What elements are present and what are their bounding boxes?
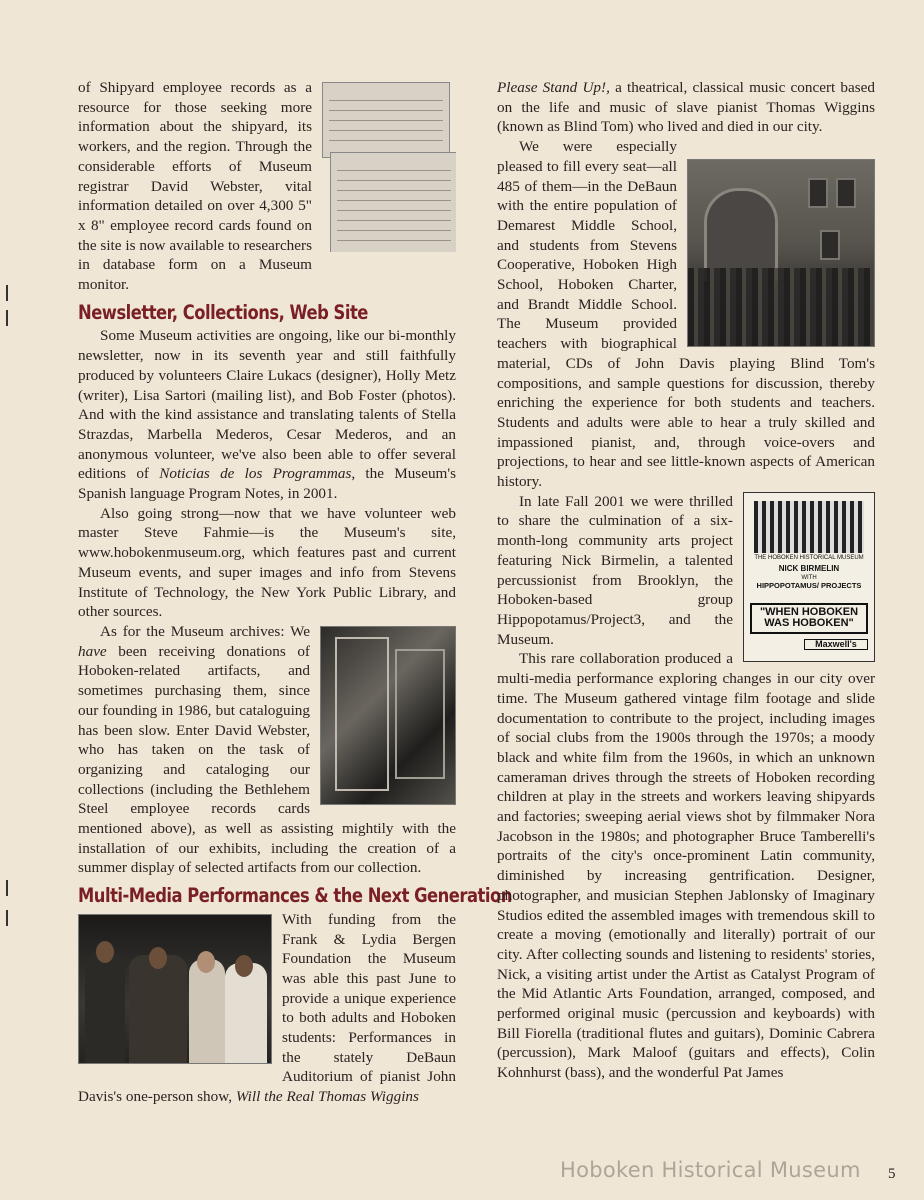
- poster-title: "WHEN HOBOKEN WAS HOBOKEN": [750, 603, 868, 634]
- poster-with: WITH: [801, 574, 817, 581]
- paragraph-shipyard-records: of Shipyard employee records as a resource for those seeking more information about the shipyard, its workers, and the region. Through the considerable efforts of Museum registrar David Webster, vital information detailed on over 4,300 5" x 8" employee record cards found on the site is now available to researchers in database form on a Museum monitor.: [78, 79, 312, 294]
- paragraph-newsletter: Some Museum activities are ongoing, like our bi-monthly newsletter, now in its seventh year and still faithfully produced by volunteers Claire Lukacs (designer), Holly Metz (writer), Lisa Sartori (mailing list), and Bob Foster (photos). And with the kind assistance and translating talents of Stella Strazdas, Marbella Mederos, Cesar Mederos, and an anonymous volunteer, we've also been able to offer several editions of Noticias de los Programmas, the Museum's Spanish language Program Notes, in 2001.: [78, 327, 456, 503]
- heading-newsletter: Newsletter, Collections, Web Site: [78, 300, 368, 324]
- margin-mark: [6, 910, 8, 926]
- right-column: [497, 78, 875, 1083]
- poster-org: THE HOBOKEN HISTORICAL MUSEUM: [754, 554, 864, 561]
- paragraph-funding: With funding from the Frank & Lydia Bergen Foundation the Museum was able this past June to provide a unique experience to both adults and Hoboken students: Performances in the stately DeBaun Auditorium of pianist John Davis's one-person show, Will the Real Thomas Wiggins: [78, 910, 456, 1106]
- when-hoboken-was-hoboken-poster: [743, 492, 875, 662]
- heading-multimedia: Multi-Media Performances & the Next Generation: [78, 884, 512, 908]
- poster-group: HIPPOPOTAMUS/ PROJECTS: [756, 580, 862, 590]
- watermark: Hoboken Historical Museum: [560, 1158, 861, 1182]
- paragraph-web-site: Also going strong—now that we have volunteer web master Steve Fahmie—is the Museum's site, www.hobokenmuseum.org, which features past and current Museum events, and super images and info from Stevens Institute of Technology, the New York Public Library, and other sources.: [78, 504, 456, 621]
- debaun-auditorium-photo: [687, 159, 875, 347]
- employee-record-cards-photo: [322, 82, 456, 252]
- page-number: 5: [888, 1166, 896, 1182]
- poster-venue: Maxwell's: [804, 639, 868, 650]
- paragraph-archives: As for the Museum archives: We have been receiving donations of Hoboken-related artifacts, and sometimes purchasing them, since our founding in 1986, but cataloguing has been slow. Enter David Webster, who has taken on the task of organizing and cataloging our collections (including the Bethlehem Steel employee records cards mentioned above), as well as assisting mightily with the installation of our exhibits, including the creation of a summer display of selected artifacts from our collection.: [78, 622, 456, 877]
- performers-group-photo: [78, 914, 272, 1064]
- paragraph-students-intro: We were especially pleased to fill every seat—all 485 of them—in the DeBaun with the entire population of Demarest Middle School, and students from Stevens Cooperative, Hoboken High School, Hoboken Charter, and Brandt Middle School. The Museum provided teachers with biographical material, CDs of John Davis playing Blind Tom's compositions, and sample questions for discussion, thereby enriching the experience for both students and teachers. Students and adults were able to hear a truly skilled and impassioned pianist, and, through voice-overs and projections, to hear and see little-known aspects of American history.: [497, 138, 875, 491]
- margin-mark: [6, 880, 8, 896]
- margin-mark: [6, 310, 8, 326]
- margin-mark: [6, 285, 8, 301]
- paragraph-late-fall: In late Fall 2001 we were thrilled to share the culmination of a six-month-long community arts project featuring Nick Birmelin, a talented percussionist from Brooklyn, the Hoboken-based group Hippopotamus/Project3, and the Museum.: [497, 492, 733, 648]
- paragraph-collaboration: This rare collaboration produced a multi-media performance exploring changes in our city over time. The Museum gathered vintage film footage and slide documentation to contribute to the project, including images of social clubs from the 1900s through the 1970s; a moody black and white film from the 1960s, in which an unknown cameraman drives through the streets of Hoboken recording children at play in the streets and workers leaving shipyards and factories; sweeping aerial views shot by filmmaker Nora Jacobson in the 1980s; and photographer Bruce Tamberelli's portraits of the city's once-prominent Latin community, diminished by increasing gentrification. Designer, photographer, and musician Stephen Jablonsky of Imaginary Studios edited the assembled images with tremendous skill to create a moving (emotionally and literally) portrait of our city. After collecting sounds and listening to residents' stories, Nick, a visiting artist under the Artist as Catalyst Program of the Mid Atlantic Arts Foundation, arranged, composed, and performed original music (percussion and keyboards) with Bill Fiorella (traditional flutes and guitars), Dominic Cabrera (percussion), Mark Maloof (guitars and effects), Colin Kohnhurst (bass), and the wonderful Pat James: [497, 650, 875, 1082]
- paragraph-concert: Please Stand Up!, a theatrical, classical music concert based on the life and music of slave pianist Thomas Wiggins (known as Blind Tom) who lived and died in our city.: [497, 79, 875, 136]
- exhibit-display-photo: [320, 626, 456, 805]
- poster-names: NICK BIRMELIN: [778, 563, 840, 573]
- left-column: [78, 78, 512, 1107]
